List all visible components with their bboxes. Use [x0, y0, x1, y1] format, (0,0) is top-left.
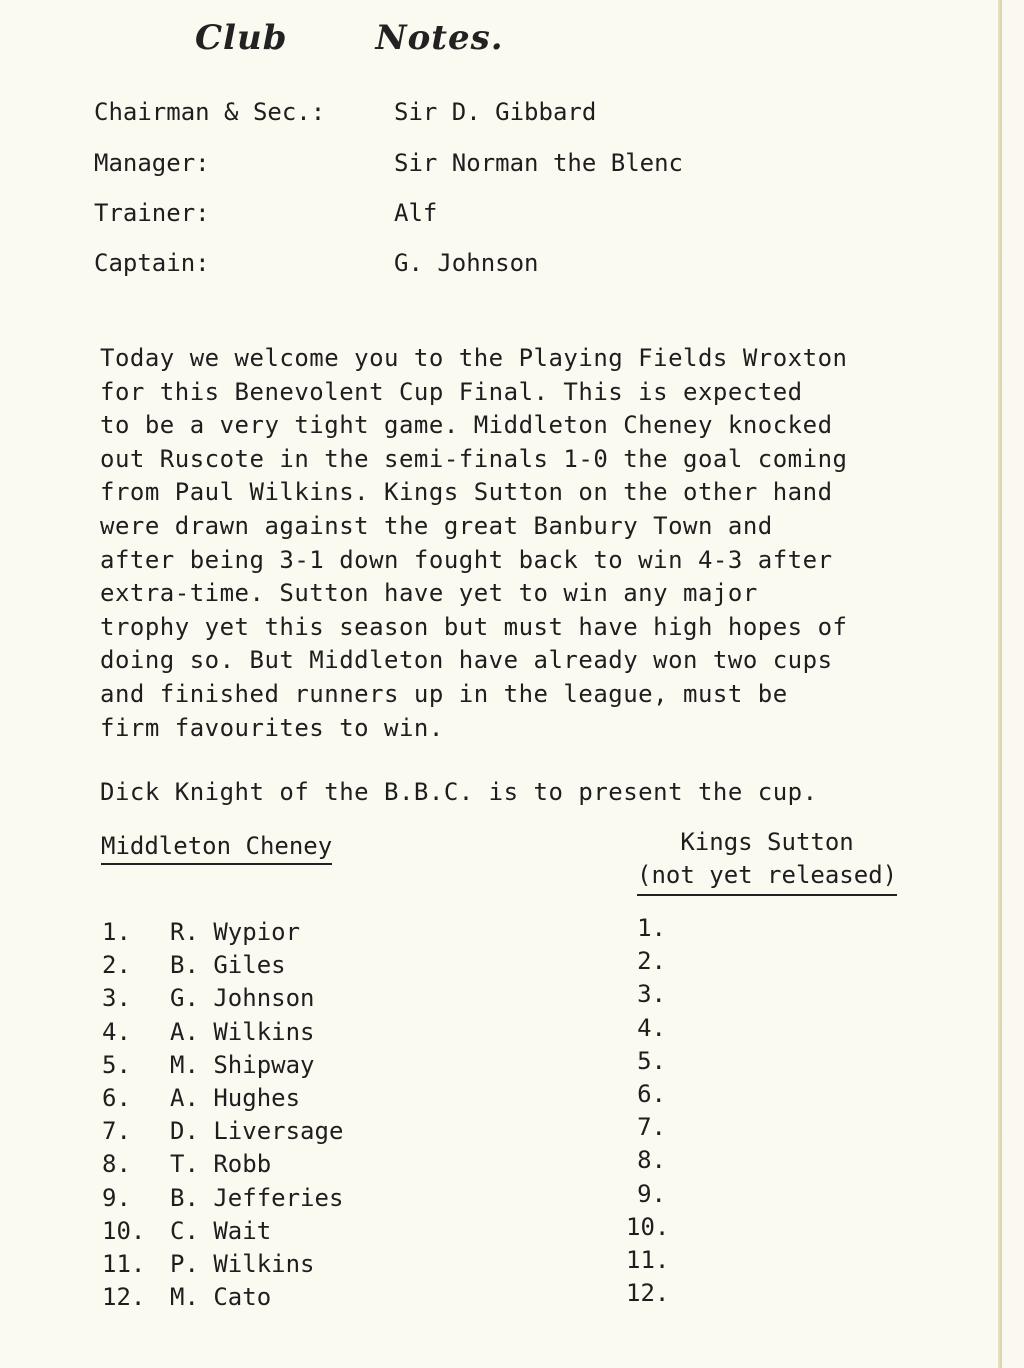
list-item [626, 1178, 666, 1211]
intro-line: for this Benevolent Cup Final. This is expected [100, 377, 803, 406]
player-number: 11. [102, 1249, 146, 1278]
list-item [102, 1182, 343, 1215]
player-number: 5. [102, 1050, 131, 1079]
list-item [626, 978, 666, 1011]
list-item [102, 916, 343, 949]
official-role: Captain: [94, 249, 210, 277]
player-number: 1. [102, 918, 131, 946]
official-name: Alf [394, 199, 438, 227]
official-name: G. Johnson [394, 249, 539, 277]
list-item [102, 949, 343, 982]
title-word-club: Club [195, 18, 288, 58]
team-a-heading: Middleton Cheney [101, 832, 332, 865]
player-name: C. Wait [170, 1216, 272, 1245]
list-item [102, 1215, 343, 1248]
list-item [626, 1078, 666, 1111]
player-number: 2. [637, 947, 666, 976]
list-item [626, 1045, 666, 1078]
player-number: 2. [102, 951, 131, 980]
player-number: 8. [102, 1150, 131, 1179]
player-name: D. Liversage [170, 1117, 344, 1146]
official-row-trainer [94, 199, 438, 227]
player-number: 4. [102, 1017, 131, 1046]
player-name: T. Robb [170, 1150, 272, 1179]
team-b-heading [637, 826, 897, 896]
list-item [626, 1244, 670, 1277]
official-name: Sir Norman the Blenc [394, 149, 683, 177]
player-number: 4. [637, 1013, 666, 1042]
player-number: 1. [637, 914, 666, 942]
player-number: 6. [637, 1079, 666, 1108]
official-row-captain [94, 249, 539, 277]
official-row-chairman [94, 98, 597, 126]
player-name: A. Hughes [170, 1083, 301, 1112]
player-name: G. Johnson [170, 984, 315, 1013]
player-name: P. Wilkins [170, 1249, 315, 1278]
official-row-manager [94, 149, 683, 177]
intro-line: were drawn against the great Banbury Town and [100, 511, 773, 540]
intro-line: and finished runners up in the league, must be [100, 679, 788, 708]
player-name: A. Wilkins [170, 1017, 315, 1046]
list-item [102, 1281, 343, 1314]
list-item [626, 912, 666, 945]
intro-paragraph [100, 342, 950, 745]
official-role: Manager: [94, 149, 210, 177]
intro-line: firm favourites to win. [100, 713, 444, 742]
list-item [102, 1082, 343, 1115]
team-b-name: Kings Sutton [680, 828, 854, 856]
list-item [102, 1248, 343, 1281]
player-number: 7. [637, 1113, 666, 1142]
player-name: B. Giles [170, 951, 286, 980]
title-word-notes: Notes. [375, 18, 504, 58]
player-number: 3. [637, 980, 666, 1009]
intro-line: doing so. But Middleton have already won two cups [100, 646, 833, 675]
list-item [102, 1049, 343, 1082]
player-number: 12. [626, 1279, 670, 1308]
scan-margin [1002, 0, 1024, 1368]
list-item [626, 1111, 666, 1144]
player-number: 8. [637, 1146, 666, 1175]
list-item [102, 982, 343, 1015]
list-item [626, 1144, 666, 1177]
player-number: 9. [637, 1179, 666, 1208]
list-item [102, 1016, 343, 1049]
player-number: 10. [626, 1212, 670, 1241]
player-number: 9. [102, 1183, 131, 1212]
player-name: B. Jefferies [170, 1183, 344, 1212]
player-name: M. Shipway [170, 1050, 315, 1079]
list-item [626, 945, 666, 978]
team-a-lineup [102, 916, 343, 1314]
intro-line: after being 3-1 down fought back to win 4-3 after [100, 545, 833, 574]
list-item [102, 1115, 343, 1148]
list-item [626, 1277, 670, 1310]
team-b-lineup [626, 912, 670, 1310]
intro-line: Today we welcome you to the Playing Fields Wroxton [100, 344, 848, 372]
player-number: 7. [102, 1117, 131, 1146]
intro-line: extra-time. Sutton have yet to win any major [100, 579, 758, 608]
player-name: R. Wypior [170, 918, 301, 946]
list-item [102, 1148, 343, 1181]
team-b-status: (not yet released) [637, 859, 897, 896]
page-title [195, 18, 504, 58]
player-number: 11. [626, 1245, 670, 1274]
player-number: 10. [102, 1216, 146, 1245]
intro-line: out Ruscote in the semi-finals 1-0 the goal coming [100, 444, 848, 473]
official-role: Chairman & Sec.: [94, 98, 326, 126]
player-number: 6. [102, 1083, 131, 1112]
official-role: Trainer: [94, 199, 210, 227]
list-item [626, 1012, 666, 1045]
player-number: 5. [637, 1046, 666, 1075]
official-name: Sir D. Gibbard [394, 98, 597, 126]
presenter-note: Dick Knight of the B.B.C. is to present the cup. [100, 778, 818, 806]
list-item [626, 1211, 670, 1244]
player-number: 12. [102, 1283, 146, 1312]
intro-line: from Paul Wilkins. Kings Sutton on the other hand [100, 478, 833, 507]
player-number: 3. [102, 984, 131, 1013]
intro-line: trophy yet this season but must have high hopes of [100, 612, 848, 641]
player-name: M. Cato [170, 1283, 272, 1312]
intro-line: to be a very tight game. Middleton Cheney knocked [100, 411, 833, 440]
